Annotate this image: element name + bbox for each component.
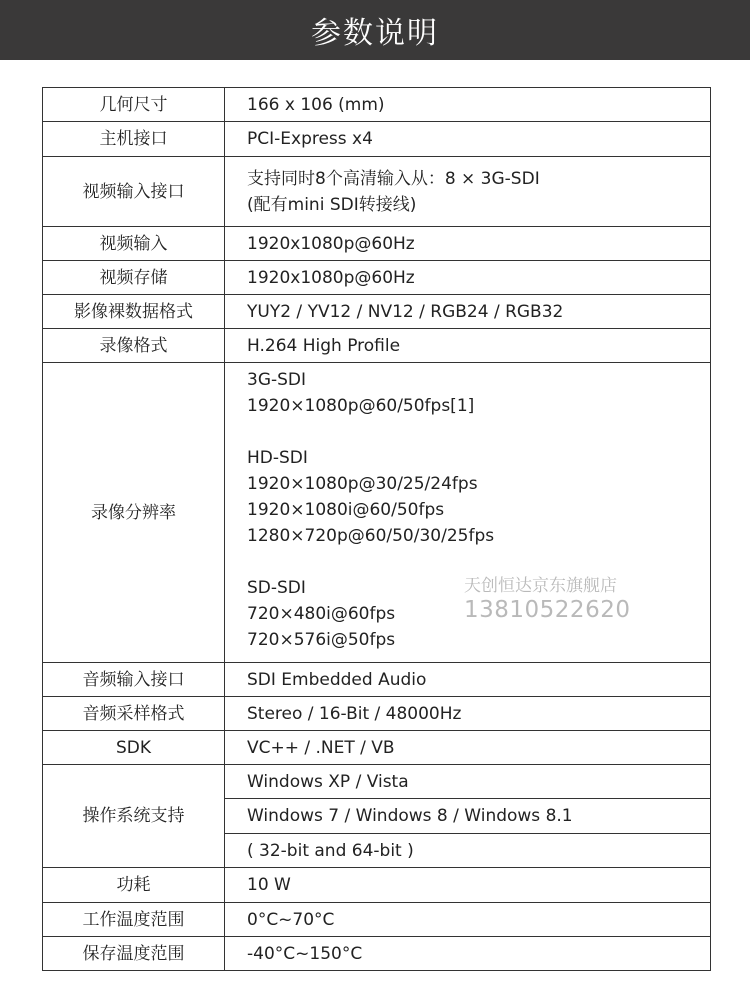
- row-value: 166 x 106 (mm): [225, 88, 711, 122]
- table-row: [43, 227, 711, 261]
- table-row: [43, 731, 711, 765]
- row-label: 功耗: [43, 868, 225, 903]
- row-label: 主机接口: [43, 122, 225, 157]
- table-row: [43, 903, 711, 937]
- value-line: 3G-SDI: [247, 370, 307, 390]
- row-value: ( 32-bit and 64-bit ): [225, 834, 711, 868]
- row-value: 1920x1080p@60Hz: [225, 227, 711, 261]
- table-row: [43, 329, 711, 363]
- table-row: [43, 157, 711, 227]
- row-label: 影像裸数据格式: [43, 295, 225, 329]
- table-row: [43, 295, 711, 329]
- row-label: 视频输入接口: [43, 157, 225, 227]
- row-label: 音频采样格式: [43, 697, 225, 731]
- row-label: 操作系统支持: [43, 765, 225, 868]
- watermark-store-name: 天创恒达京东旗舰店: [464, 576, 617, 596]
- row-label: 视频输入: [43, 227, 225, 261]
- value-spacer: [247, 549, 710, 575]
- row-label: SDK: [43, 731, 225, 765]
- row-label: 录像分辨率: [43, 363, 225, 663]
- value-line: HD-SDI: [247, 448, 308, 468]
- row-value: SDI Embedded Audio: [225, 663, 711, 697]
- table-row: [43, 765, 711, 799]
- value-line: SD-SDI: [247, 578, 306, 598]
- value-line: 1920×1080p@30/25/24fps: [247, 474, 478, 494]
- table-row: [43, 937, 711, 971]
- row-value: Windows XP / Vista: [225, 765, 711, 799]
- row-value: PCI-Express x4: [225, 122, 711, 157]
- watermark-phone: 13810522620: [464, 597, 631, 623]
- row-value: 10 W: [225, 868, 711, 903]
- row-value: Windows 7 / Windows 8 / Windows 8.1: [225, 799, 711, 834]
- row-value: -40°C~150°C: [225, 937, 711, 971]
- table-row: [43, 868, 711, 903]
- value-line: (配有mini SDI转接线): [247, 194, 417, 215]
- row-value: 1920x1080p@60Hz: [225, 261, 711, 295]
- value-line: 720×576i@50fps: [247, 630, 396, 650]
- spec-table: [42, 87, 711, 971]
- row-value: [225, 157, 711, 227]
- value-line: 720×480i@60fps: [247, 604, 396, 624]
- page-header: [0, 0, 750, 60]
- table-row: [43, 88, 711, 122]
- row-value: Stereo / 16-Bit / 48000Hz: [225, 697, 711, 731]
- row-value: VC++ / .NET / VB: [225, 731, 711, 765]
- page-title: 参数说明: [311, 16, 439, 51]
- value-line: 1920×1080p@60/50fps[1]: [247, 396, 475, 416]
- row-value: YUY2 / YV12 / NV12 / RGB24 / RGB32: [225, 295, 711, 329]
- row-label: 录像格式: [43, 329, 225, 363]
- row-label: 工作温度范围: [43, 903, 225, 937]
- row-label: 视频存储: [43, 261, 225, 295]
- value-line: 1280×720p@60/50/30/25fps: [247, 526, 495, 546]
- table-row: [43, 261, 711, 295]
- row-label: 几何尺寸: [43, 88, 225, 122]
- table-row: [43, 663, 711, 697]
- value-line: 1920×1080i@60/50fps: [247, 500, 445, 520]
- table-row: [43, 697, 711, 731]
- row-label: 音频输入接口: [43, 663, 225, 697]
- value-line: 支持同时8个高清输入从：8 × 3G-SDI: [247, 168, 540, 189]
- table-row: [43, 122, 711, 157]
- row-value: H.264 High Profile: [225, 329, 711, 363]
- table-row: [43, 363, 711, 663]
- value-spacer: [247, 419, 710, 445]
- row-value: 0°C~70°C: [225, 903, 711, 937]
- row-label: 保存温度范围: [43, 937, 225, 971]
- row-value: [225, 363, 711, 663]
